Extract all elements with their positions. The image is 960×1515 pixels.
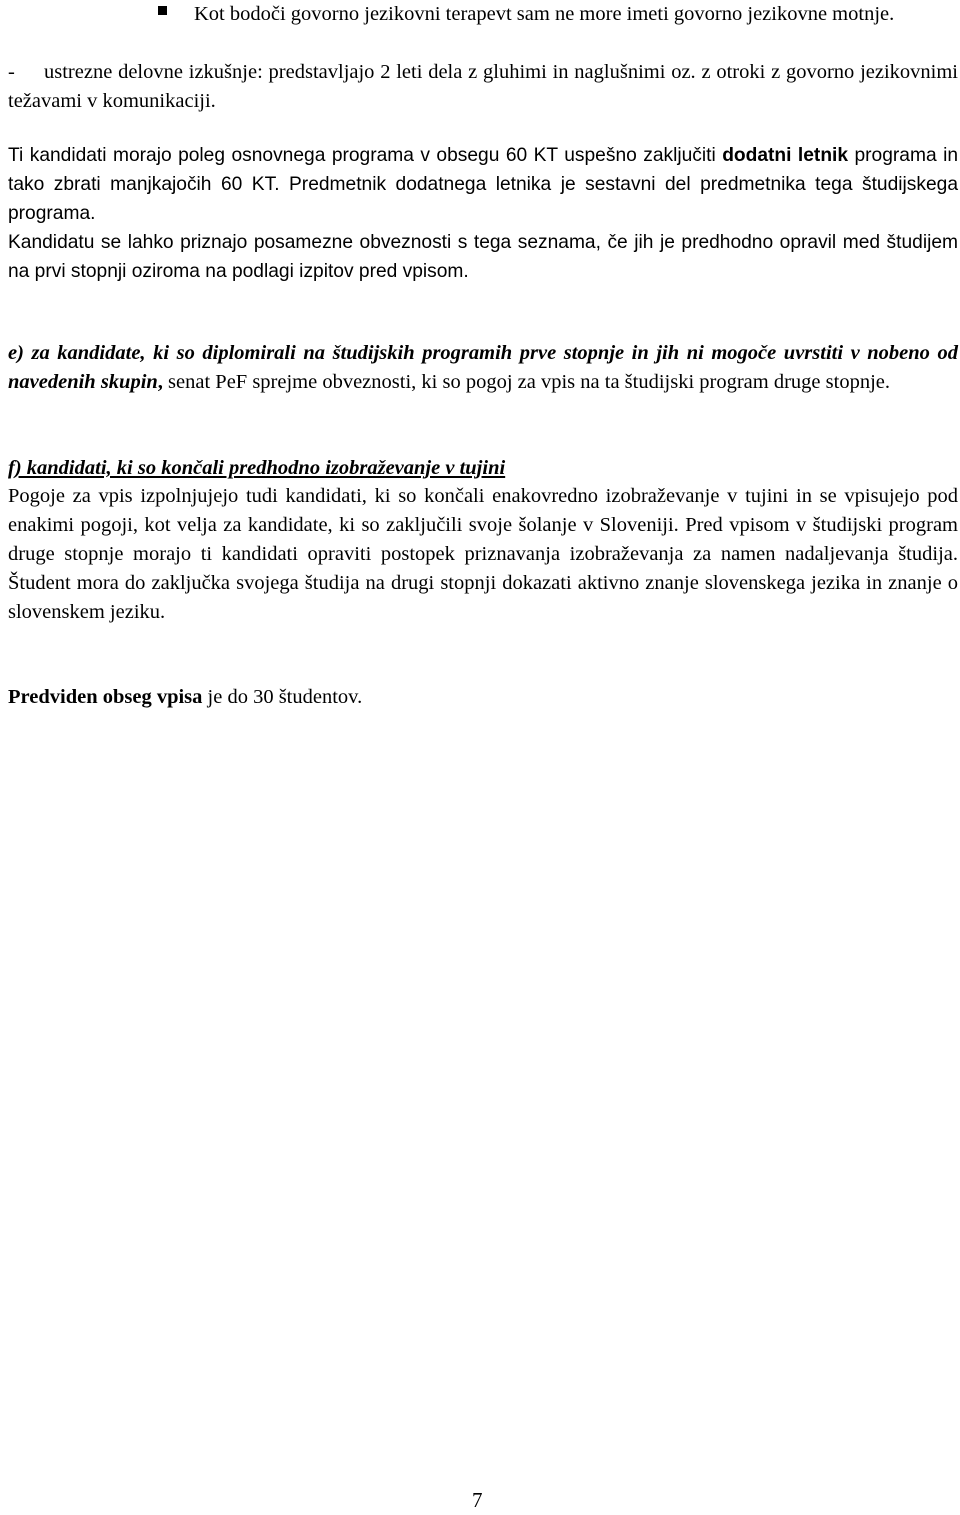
additional-year-bold: dodatni letnik xyxy=(722,145,849,166)
enrollment-bold: Predviden obseg vpisa xyxy=(8,686,203,708)
page-number: 7 xyxy=(472,1488,483,1512)
section-e-text: senat PeF sprejme obveznosti, ki so pogoj za vpis na ta študijski program druge stopnje. xyxy=(162,371,890,393)
enrollment-text: je do 30 študentov. xyxy=(202,686,363,708)
section-e-heading: e) za kandidate, ki so diplomirali na študijskih programih prve stopnje in jih ni mogoče uvrstiti v nobeno od navedenih skupin xyxy=(8,342,958,393)
square-bullet-icon xyxy=(158,6,167,15)
section-f-heading: f) kandidati, ki so končali predhodno izobraževanje v tujini xyxy=(8,457,506,479)
enrollment-paragraph xyxy=(8,683,958,712)
section-f-paragraph: Pogoje za vpis izpolnjujejo tudi kandidati, ki so končali enakovredno izobraževanje v tujini in se vpisujejo pod enakimi pogoji, kot velja za kandidate, ki so zaključili svoje šolanje v Sloveniji. Pred vpisom v študijski program druge stopnje morajo ti kandidati opraviti postopek priznavanja izobraževanja za namen nadaljevanja študija. Študent mora do zaključka svojega študija na drugi stopnji dokazati aktivno znanje slovenskega jezika in znanje o slovenskem jeziku. xyxy=(8,485,958,623)
section-e-comma: , xyxy=(157,371,163,393)
section-e-paragraph xyxy=(8,339,958,397)
additional-year-text-2: programa in tako zbrati manjkajočih 60 KT. Predmetnik dodatnega letnika je sestavni del predmetnika tega študijskega programa. xyxy=(8,145,959,224)
additional-year-paragraph xyxy=(8,141,958,228)
bullet-text: Kot bodoči govorno jezikovni terapevt sam ne more imeti govorno jezikovne motnje. xyxy=(194,3,895,25)
additional-year-text-1: Ti kandidati morajo poleg osnovnega programa v obsegu 60 KT uspešno zaključiti xyxy=(8,145,723,166)
dash-mark: - xyxy=(8,61,15,83)
dash-list-item xyxy=(8,58,958,116)
dash-text: ustrezne delovne izkušnje: predstavljajo 2 leti dela z gluhimi in naglušnimi oz. z otroki z govorno jezikovnimi težavami v komunikaciji. xyxy=(8,61,958,112)
bullet-list-item xyxy=(8,0,958,29)
section-f-heading-line xyxy=(8,454,958,483)
recognition-paragraph: Kandidatu se lahko priznajo posamezne obveznosti s tega seznama, če jih je predhodno opravil med študijem na prvi stopnji oziroma na podlagi izpitov pred vpisom. xyxy=(8,232,958,282)
